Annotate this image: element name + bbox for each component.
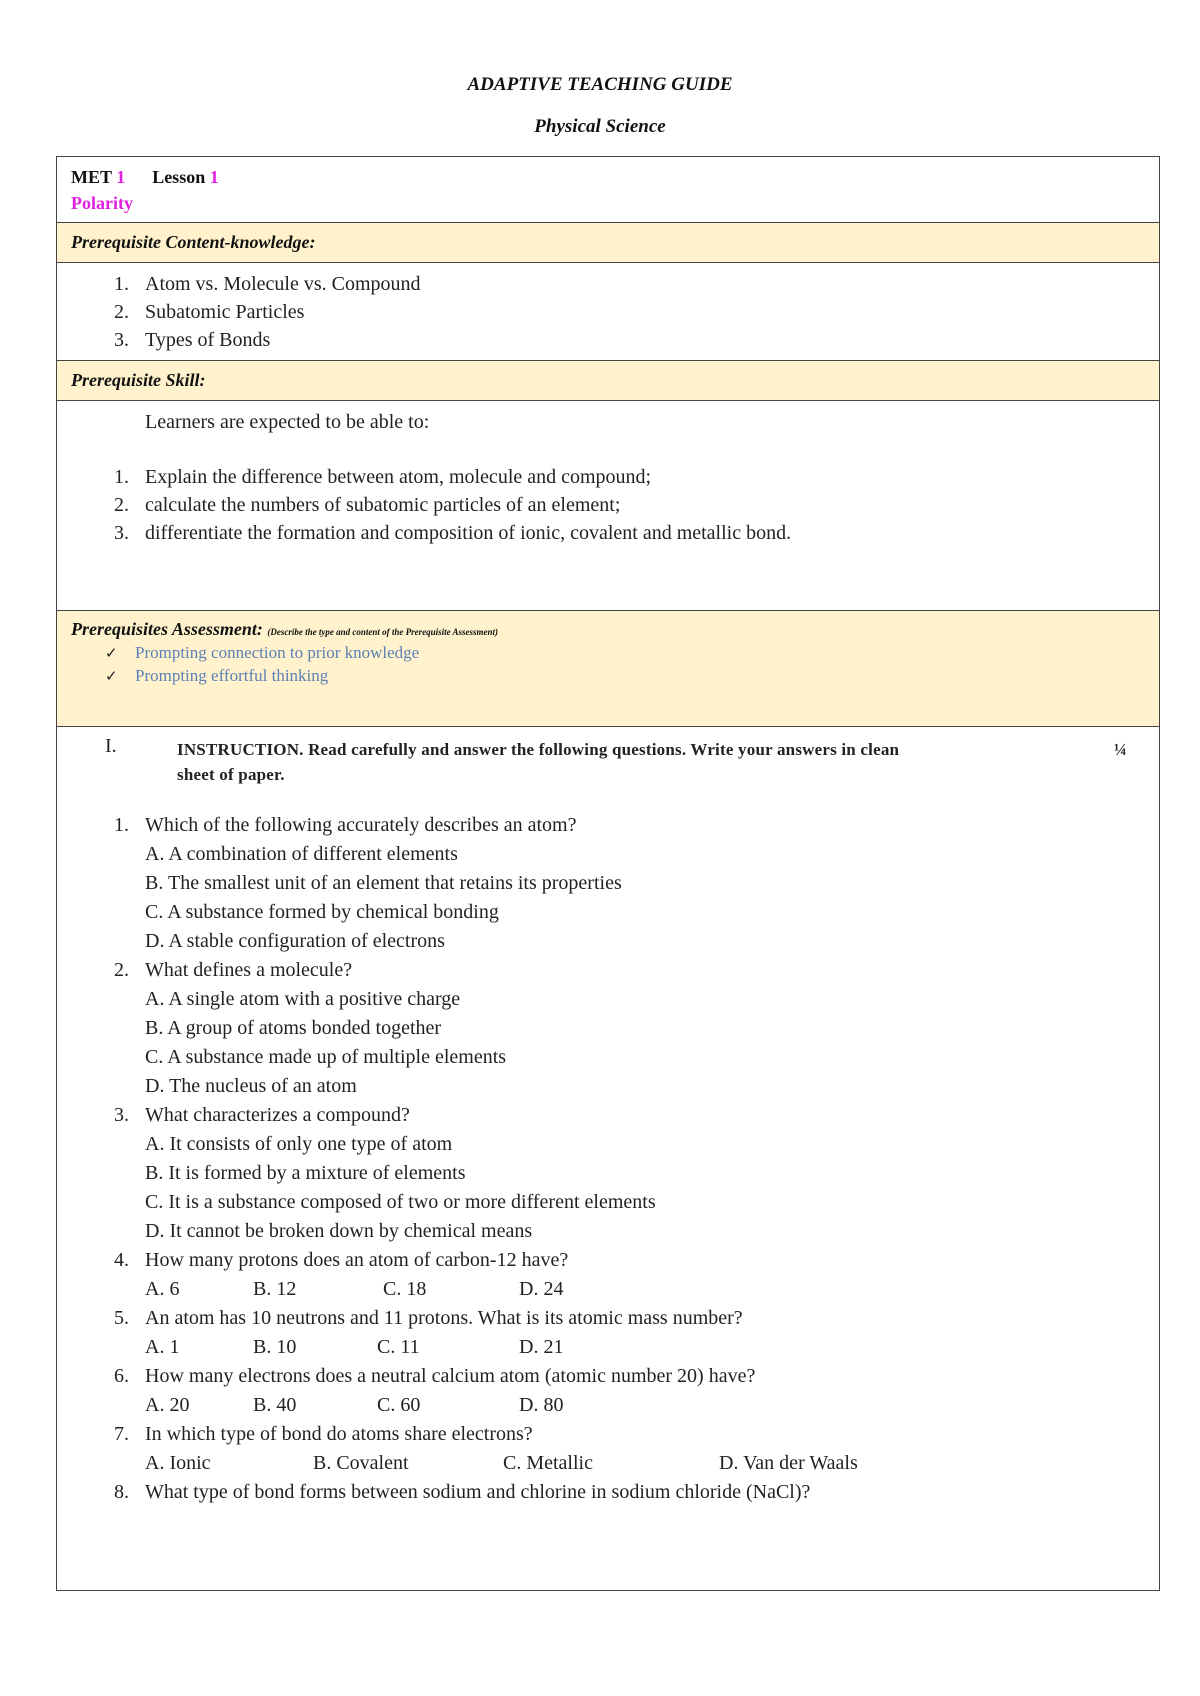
prereq-content-body [57, 263, 1159, 361]
lesson-number: 1 [209, 167, 219, 187]
question: 3. What characterizes a compound? [114, 1104, 410, 1126]
list-item: 2. Subatomic Particles [114, 301, 305, 323]
answer-option: B. 10 [253, 1336, 297, 1358]
met-number: 1 [116, 167, 126, 187]
question: 7. In which type of bond do atoms share electrons? [114, 1423, 533, 1445]
answer-option: D. 24 [519, 1278, 564, 1300]
prereq-assessment-label: Prerequisites Assessment: (Describe the type and content of the Prerequisite Assessment) [71, 619, 498, 639]
answer-option: B. 12 [253, 1278, 297, 1300]
list-item: 3. differentiate the formation and composition of ionic, covalent and metallic bond. [114, 522, 792, 544]
prereq-assessment-section [57, 611, 1159, 727]
prereq-skill-header [57, 361, 1159, 401]
answer-option: D. It cannot be broken down by chemical means [145, 1220, 533, 1242]
met-label: MET [71, 167, 112, 187]
question: 1. Which of the following accurately describes an atom? [114, 814, 577, 836]
answer-option: C. 60 [377, 1394, 421, 1416]
answer-option: B. A group of atoms bonded together [145, 1017, 442, 1039]
answer-option: D. Van der Waals [719, 1452, 858, 1474]
guide-table [56, 156, 1160, 1591]
document-title: ADAPTIVE TEACHING GUIDE [467, 74, 733, 95]
answer-option: A. A combination of different elements [145, 843, 458, 865]
answer-option: C. It is a substance composed of two or more different elements [145, 1191, 656, 1213]
prereq-skill-body [57, 401, 1159, 611]
answer-option: C. 18 [383, 1278, 427, 1300]
answer-option: B. The smallest unit of an element that retains its properties [145, 872, 622, 894]
document-subject: Physical Science [534, 116, 666, 137]
answer-option: C. A substance formed by chemical bonding [145, 901, 499, 923]
question: 6. How many electrons does a neutral calcium atom (atomic number 20) have? [114, 1365, 756, 1387]
question: 2. What defines a molecule? [114, 959, 353, 981]
prereq-skill-list [57, 463, 791, 547]
answer-option: A. It consists of only one type of atom [145, 1133, 453, 1155]
check-item: ✓ Prompting effortful thinking [105, 666, 329, 685]
instruction-fraction: ¼ [1114, 740, 1127, 759]
answer-option: A. Ionic [145, 1452, 211, 1474]
lesson-topic: Polarity [71, 193, 133, 213]
answer-option: D. 21 [519, 1336, 564, 1358]
answer-option: A. 6 [145, 1278, 180, 1300]
assessment-questions-section [57, 727, 1159, 1590]
answer-option: D. A stable configuration of electrons [145, 930, 445, 952]
check-item: ✓ Prompting connection to prior knowledge [105, 643, 420, 662]
checkmark-icon: ✓ [105, 669, 118, 685]
prereq-content-header [57, 223, 1159, 263]
prereq-skill-intro: Learners are expected to be able to: [145, 411, 430, 433]
lesson-label: Lesson [152, 167, 206, 187]
list-item: 1. Explain the difference between atom, molecule and compound; [114, 466, 652, 488]
answer-option: B. Covalent [313, 1452, 409, 1474]
prereq-skill-label: Prerequisite Skill: [71, 370, 206, 390]
answer-option: D. The nucleus of an atom [145, 1075, 357, 1097]
met-lesson-line [71, 167, 219, 188]
question: 8. What type of bond forms between sodium and chlorine in sodium chloride (NaCl)? [114, 1481, 811, 1503]
answer-option: C. Metallic [503, 1452, 593, 1474]
answer-option: B. 40 [253, 1394, 297, 1416]
answer-option: A. A single atom with a positive charge [145, 988, 461, 1010]
list-item: 2. calculate the numbers of subatomic particles of an element; [114, 494, 621, 516]
instruction-numeral: I. [105, 735, 117, 757]
answer-option: C. 11 [377, 1336, 420, 1358]
answer-option: C. A substance made up of multiple elements [145, 1046, 507, 1068]
instruction-text: INSTRUCTION. Read carefully and answer the following questions. Write your answers in clean sheet of paper. ¼ [177, 737, 1137, 787]
answer-option: A. 20 [145, 1394, 190, 1416]
checkmark-icon: ✓ [105, 646, 118, 662]
prereq-content-label: Prerequisite Content-knowledge: [71, 232, 316, 252]
prereq-assessment-note: (Describe the type and content of the Prerequisite Assessment) [267, 627, 498, 637]
list-item: 3. Types of Bonds [114, 329, 271, 351]
answer-option: D. 80 [519, 1394, 564, 1416]
prereq-content-list [57, 270, 421, 354]
met-lesson-row [57, 157, 1159, 223]
answer-option: B. It is formed by a mixture of elements [145, 1162, 466, 1184]
list-item: 1. Atom vs. Molecule vs. Compound [114, 273, 421, 295]
question: 5. An atom has 10 neutrons and 11 protons. What is its atomic mass number? [114, 1307, 743, 1329]
answer-option: A. 1 [145, 1336, 180, 1358]
question: 4. How many protons does an atom of carbon-12 have? [114, 1249, 569, 1271]
